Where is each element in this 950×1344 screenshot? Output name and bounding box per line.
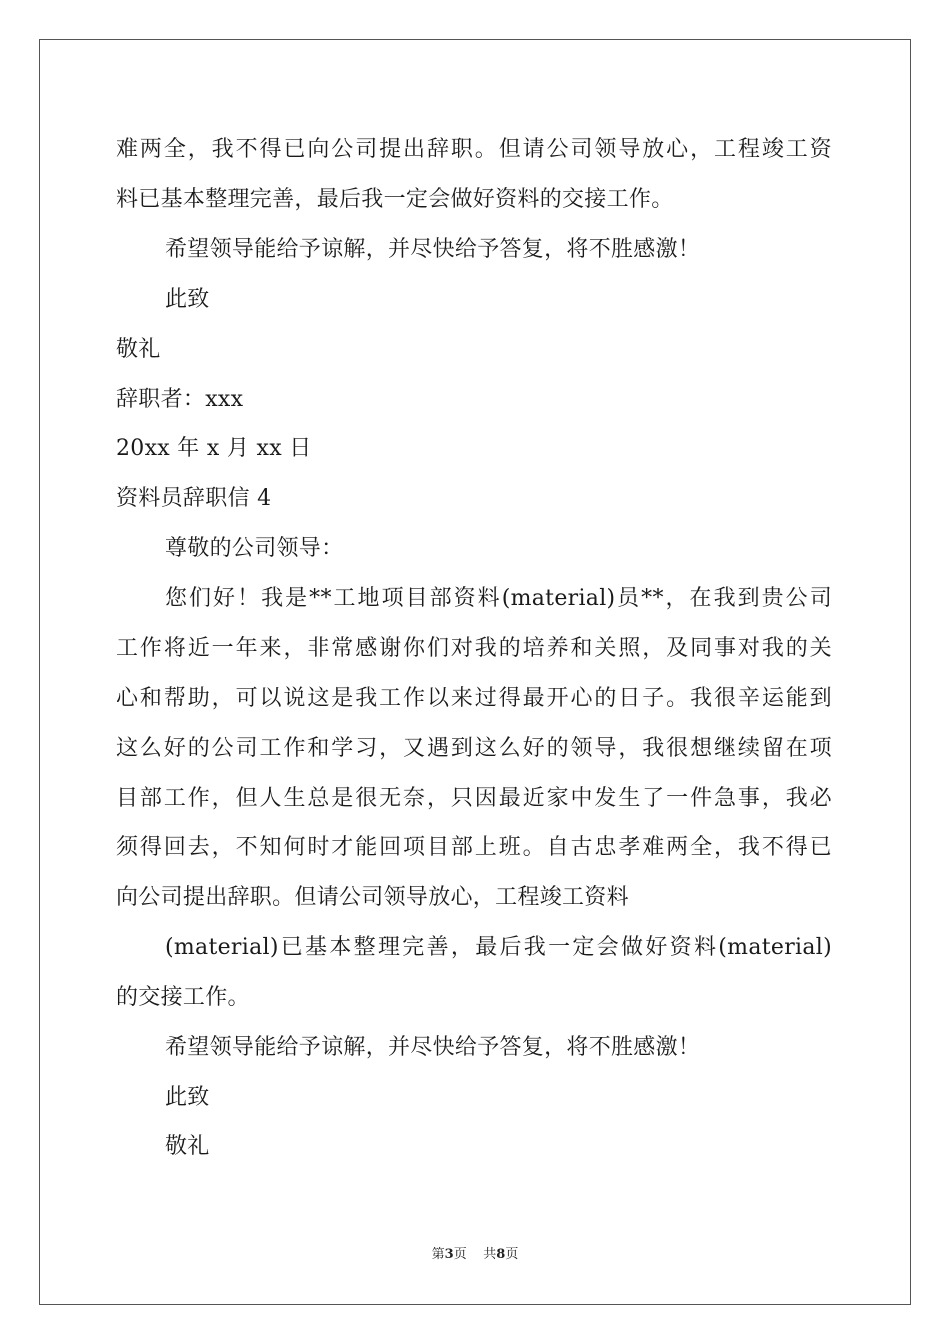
page-number: 3 — [444, 1247, 454, 1262]
paragraph-line: 料已基本整理完善，最后我一定会做好资料的交接工作。 — [116, 187, 674, 212]
page-label-prefix: 第 — [431, 1247, 445, 1262]
total-pages: 8 — [496, 1247, 506, 1262]
page-label-suffix: 页 — [453, 1247, 467, 1262]
paragraph-line: 您们好！我是**工地项目部资料(material)员**，在我到贵公司 — [165, 586, 832, 611]
paragraph-line: 须得回去，不知何时才能回项目部上班。自古忠孝难两全，我不得已 — [116, 835, 832, 860]
paragraph-line: 难两全，我不得已向公司提出辞职。但请公司领导放心，工程竣工资 — [116, 137, 832, 162]
page-border — [39, 39, 911, 1305]
date-line: 20xx 年 x 月 xx 日 — [116, 436, 312, 461]
page-footer — [0, 1246, 950, 1264]
signature-line: 辞职者：xxx — [116, 387, 244, 412]
closing-salutation: 此致 — [165, 1085, 210, 1110]
greeting: 尊敬的公司领导： — [165, 536, 344, 561]
paragraph-line: 向公司提出辞职。但请公司领导放心，工程竣工资料 — [116, 885, 629, 910]
closing-regards: 敬礼 — [165, 1134, 210, 1159]
section-title: 资料员辞职信 4 — [116, 486, 272, 511]
paragraph-line: 心和帮助，可以说这是我工作以来过得最开心的日子。我很辛运能到 — [116, 686, 832, 711]
closing-salutation: 此致 — [165, 287, 210, 312]
paragraph-line: 目部工作，但人生总是很无奈，只因最近家中发生了一件急事，我必 — [116, 786, 832, 811]
total-label-suffix: 页 — [505, 1247, 519, 1262]
paragraph-line: 希望领导能给予谅解，并尽快给予答复，将不胜感激！ — [165, 237, 701, 262]
total-label-prefix: 共 — [483, 1247, 497, 1262]
paragraph-line: (material)已基本整理完善，最后我一定会做好资料(material) — [165, 935, 832, 960]
paragraph-line: 希望领导能给予谅解，并尽快给予答复，将不胜感激！ — [165, 1035, 701, 1060]
closing-regards: 敬礼 — [116, 337, 161, 362]
paragraph-line: 这么好的公司工作和学习，又遇到这么好的领导，我很想继续留在项 — [116, 736, 832, 761]
paragraph-line: 的交接工作。 — [116, 985, 250, 1010]
paragraph-line: 工作将近一年来，非常感谢你们对我的培养和关照，及同事对我的关 — [116, 636, 832, 661]
